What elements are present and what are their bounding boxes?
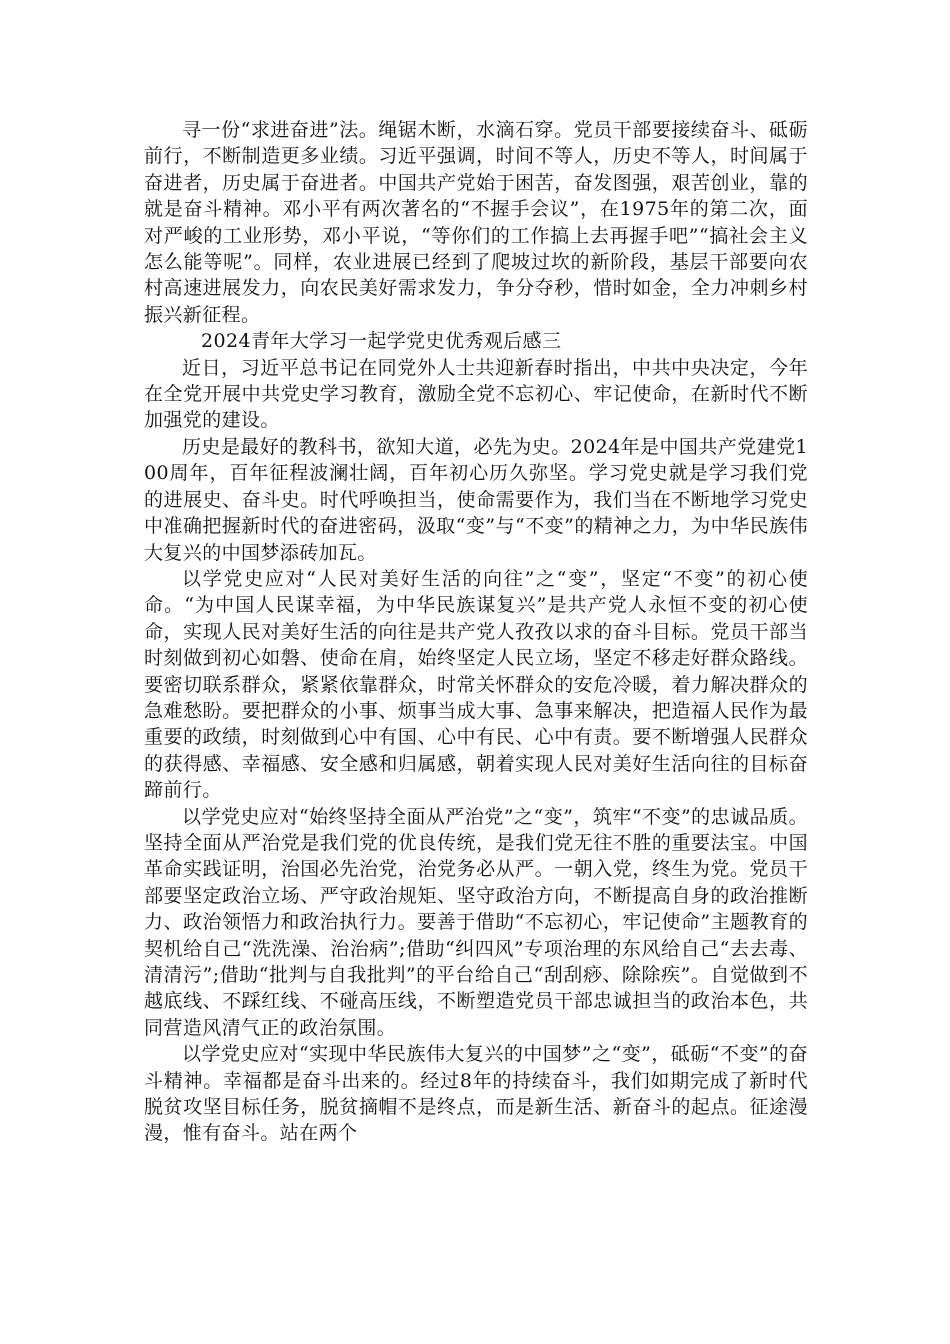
paragraph-struggle: 以学党史应对“实现中华民族伟大复兴的中国梦”之“变”，砥砺“不变”的奋斗精神。幸福都是奋斗出来的。经过8年的持续奋斗，我们如期完成了新时代脱贫攻坚目标任务，脱贫摘帽不是终点，而是新生活、新奋斗的起点。征途漫漫，惟有奋斗。站在两个 — [144, 1043, 808, 1145]
paragraph-qiujin: 寻一份“求进奋进”法。绳锯木断，水滴石穿。党员干部要接续奋斗、砥砺前行，不断制造更多业绩。习近平强调，时间不等人，历史不等人，时间属于奋进者，历史属于奋进者。中国共产党始于困苦，奋发图强，艰苦创业，靠的就是奋斗精神。邓小平有两次著名的“不握手会议”，在1975年的第二次，面对严峻的工业形势，邓小平说，“等你们的工作搞上去再握手吧”“搞社会主义怎么能等呢”。同样，农业进展已经到了爬坡过坎的新阶段，基层干部要向农村高速进展发力，向农民美好需求发力，争分夺秒，惜时如金，全力冲刺乡村振兴新征程。 — [144, 119, 808, 326]
document-page — [144, 117, 808, 1147]
paragraph-discipline: 以学党史应对“始终坚持全面从严治党”之“变”，筑牢“不变”的忠诚品质。坚持全面从严治党是我们党的优良传统，是我们党无往不胜的重要法宝。中国革命实践证明，治国必先治党，治党务必从严。一朝入党，终生为党。党员干部要坚定政治立场、严守政治规矩、坚守政治方向，不断提高自身的政治推断力、政治领悟力和政治执行力。要善于借助“不忘初心，牢记使命”主题教育的契机给自己“洗洗澡、治治病”;借助“纠四风”专项治理的东风给自己“去去毒、清清污”;借助“批判与自我批判”的平台给自己“刮刮痧、除除疾”。自觉做到不越底线、不踩红线、不碰高压线，不断塑造党员干部忠诚担当的政治本色，共同营造风清气正的政治氛围。 — [144, 805, 808, 1039]
paragraph-people: 以学党史应对“人民对美好生活的向往”之“变”，坚定“不变”的初心使命。“为中国人民谋幸福，为中华民族谋复兴”是共产党人永恒不变的初心使命，实现人民对美好生活的向往是共产党人孜孜以求的奋斗目标。党员干部当时刻做到初心如磐、使命在肩，始终坚定人民立场，坚定不移走好群众路线。要密切联系群众，紧紧依靠群众，时常关怀群众的安危冷暖，着力解决群众的急难愁盼。要把群众的小事、烦事当成大事、急事来解决，把造福人民作为最重要的政绩，时刻做到心中有国、心中有民、心中有责。要不断增强人民群众的获得感、幸福感、安全感和归属感，朝着实现人民对美好生活向往的目标奋蹄前行。 — [144, 567, 808, 802]
paragraph-intro: 近日，习近平总书记在同党外人士共迎新春时指出，中共中央决定，今年在全党开展中共党史学习教育，激励全党不忘初心、牢记使命，在新时代不断加强党的建设。 — [144, 356, 808, 432]
section-heading: 2024青年大学习一起学党史优秀观后感三 — [201, 330, 562, 353]
paragraph-history: 历史是最好的教科书，欲知大道，必先为史。2024年是中国共产党建党100周年，百年征程波澜壮阔，百年初心历久弥坚。学习党史就是学习我们党的进展史、奋斗史。时代呼唤担当，使命需要作为，我们当在不断地学习党史中准确把握新时代的奋进密码，汲取“变”与“不变”的精神之力，为中华民族伟大复兴的中国梦添砖加瓦。 — [144, 435, 808, 564]
